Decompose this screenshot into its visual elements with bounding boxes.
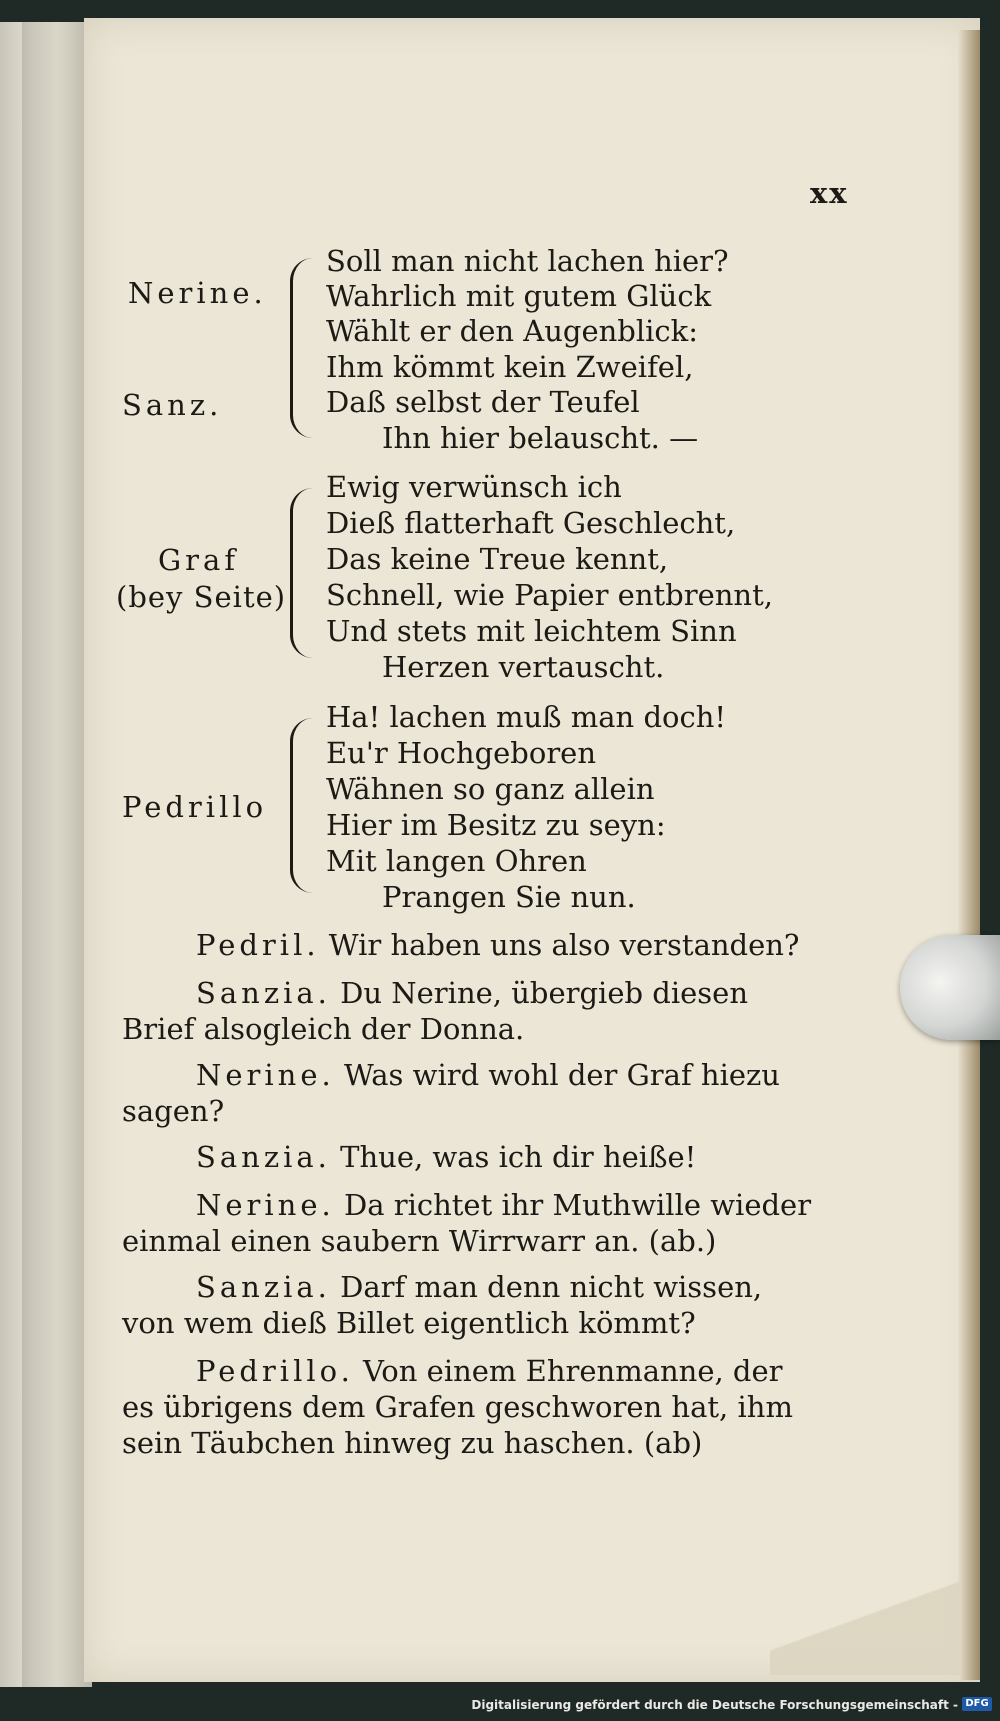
page-clip-tab [900,935,1000,1040]
page-corner-fold [770,1555,960,1675]
speech-text: sein Täubchen hinweg zu haschen. (ab) [122,1426,703,1460]
speaker-name: Pedrillo. [196,1354,354,1388]
speaker-pedrillo: Pedrillo [122,790,268,824]
speech-text: Brief alsogleich der Donna. [122,1012,525,1046]
speech-text: einmal einen saubern Wirrwarr an. (ab.) [122,1224,717,1258]
verse-line: Schnell, wie Papier entbrennt, [326,578,773,612]
verse-line: Mit langen Ohren [326,844,587,878]
speaker-sanz: Sanz. [122,388,223,422]
speech-text: Von einem Ehrenmanne, der [363,1354,783,1388]
page-number: xx [810,176,849,210]
speaker-name: Sanzia. [196,1270,331,1304]
dialogue-line [196,928,799,963]
speaker-graf: Graf [158,543,240,577]
speech-text: sagen? [122,1094,225,1128]
speech-text: Darf man denn nicht wissen, [340,1270,763,1304]
dialogue-line [196,1058,780,1093]
speaker-name: Nerine. [196,1058,335,1092]
speech-text: Wir haben uns also verstanden? [328,928,800,962]
speech-text: es übrigens dem Grafen geschworen hat, ihm [122,1390,793,1424]
dialogue-line [196,1354,783,1389]
verse-line: Dieß flatterhaft Geschlecht, [326,506,736,540]
verse-line: Herzen vertauscht. [382,650,665,684]
verse-line: Ha! lachen muß man doch! [326,700,727,734]
speech-text: Was wird wohl der Graf hiezu [343,1058,780,1092]
verse-line: Eu'r Hochgeboren [326,736,597,770]
verse-line: Wähnen so ganz allein [326,772,655,806]
verse-line: Ihm kömmt kein Zweifel, [326,350,694,384]
speaker-name: Nerine. [196,1188,335,1222]
funding-credit: Digitalisierung gefördert durch die Deutsche Forschungsgemeinschaft - [471,1698,958,1712]
stage-direction: (bey Seite) [116,580,287,614]
speech-text: Du Nerine, übergieb diesen [340,976,748,1010]
speech-text: von wem dieß Billet eigentlich kömmt? [122,1306,696,1340]
speaker-name: Pedril. [196,928,320,962]
speaker-name: Sanzia. [196,976,331,1010]
dialogue-line [196,976,748,1011]
verse-line: Ewig verwünsch ich [326,470,622,504]
brace [290,258,313,438]
verse-line: Wählt er den Augenblick: [326,314,698,348]
digitization-footer [0,1687,1000,1721]
verse-line: Und stets mit leichtem Sinn [326,614,737,648]
speaker-nerine: Nerine. [128,276,267,310]
brace [290,718,313,893]
verse-line: Wahrlich mit gutem Glück [326,279,712,313]
speech-text: Da richtet ihr Muthwille wieder [343,1188,812,1222]
dialogue-line [196,1188,811,1223]
page-right-edge [958,30,980,1680]
verse-line: Das keine Treue kennt, [326,542,669,576]
verse-line: Daß selbst der Teufel [326,385,640,419]
dialogue-line [196,1270,762,1305]
verse-line: Soll man nicht lachen hier? [326,244,729,278]
verse-line: Ihn hier belauscht. — [382,421,699,455]
brace [290,488,313,658]
verse-line: Hier im Besitz zu seyn: [326,808,666,842]
dfg-logo: DFG [962,1697,992,1711]
speech-text: Thue, was ich dir heiße! [340,1140,697,1174]
dialogue-line [196,1140,696,1175]
book-gutter [22,22,92,1687]
speaker-name: Sanzia. [196,1140,331,1174]
verse-line: Prangen Sie nun. [382,880,636,914]
